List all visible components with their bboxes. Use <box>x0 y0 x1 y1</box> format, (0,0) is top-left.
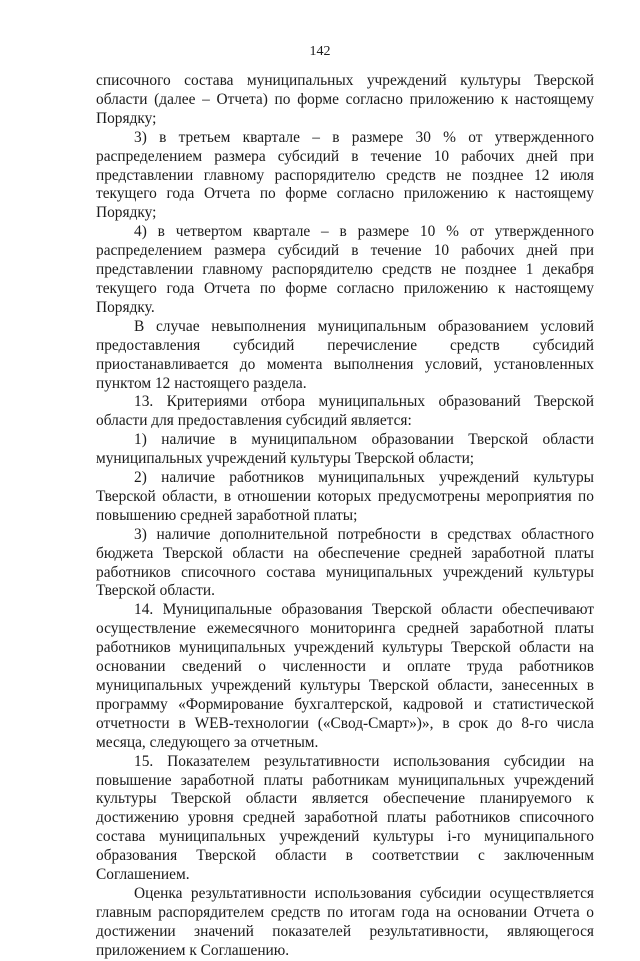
document-body <box>96 72 594 961</box>
paragraph-item-4: 4) в четвертом квартале – в размере 10 % от утвержденного распределением размера субсидий в течение 10 рабочих дней при представлении главному распорядителю средств не позднее 1 декабря текущего года Отчета по форме согласно приложению к настоящему Порядку. <box>96 223 594 316</box>
paragraph-item-3: 3) в третьем квартале – в размере 30 % от утвержденного распределением размера субсидий в течение 10 рабочих дней при представлении главному распорядителю средств не позднее 12 июля текущего года Отчета по форме согласно приложению к настоящему Порядку; <box>96 128 594 222</box>
paragraph-evaluation: Оценка результативности использования субсидии осуществляется главным распорядителем средств по итогам года на основании Отчета о достижении значений показателей результативности, являющегося приложением к Соглашению. <box>96 884 594 959</box>
page-number: 142 <box>309 44 331 59</box>
paragraph-continuation: списочного состава муниципальных учреждений культуры Тверской области (далее – Отчета) по форме согласно приложению к настоящему Порядку; <box>96 72 594 127</box>
paragraph-13: 13. Критериями отбора муниципальных образований Тверской области для предоставления субсидий является: <box>96 393 594 430</box>
paragraph-nonfulfillment: В случае невыполнения муниципальным образованием условий предоставления субсидий перечисление средств субсидий приостанавливается до момента выполнения условий, установленных пунктом 12 настоящего раздела. <box>96 317 594 392</box>
paragraph-13-item-2: 2) наличие работников муниципальных учреждений культуры Тверской области, в отношении которых предусмотрены мероприятия по повышению средней заработной платы; <box>96 469 594 524</box>
paragraph-13-item-3: 3) наличие дополнительной потребности в средствах областного бюджета Тверской области на обеспечение средней заработной платы работников списочного состава муниципальных учреждений культуры Тверской области. <box>96 525 594 600</box>
paragraph-15: 15. Показателем результативности использования субсидии на повышение заработной платы работникам муниципальных учреждений культуры Тверской области является обеспечение планируемого к достижению уровня средней заработной платы работников списочного состава муниципальных учреждений культуры i-го муниципального образования Тверской области в соответствии с заключенным Соглашением. <box>96 752 594 884</box>
paragraph-14: 14. Муниципальные образования Тверской области обеспечивают осуществление ежемесячного мониторинга средней заработной платы работников муниципальных учреждений культуры Тверской области на основании сведений о численности и оплате труда работников муниципальных учреждений культуры Тверской области, занесенных в программу «Формирование бухгалтерской, кадровой и статистической отчетности в WEB-технологии («Свод-Смарт»)», в срок до 8-го числа месяца, следующего за отчетным. <box>96 601 594 751</box>
paragraph-13-item-1: 1) наличие в муниципальном образовании Тверской области муниципальных учреждений культуры Тверской области; <box>96 431 594 468</box>
